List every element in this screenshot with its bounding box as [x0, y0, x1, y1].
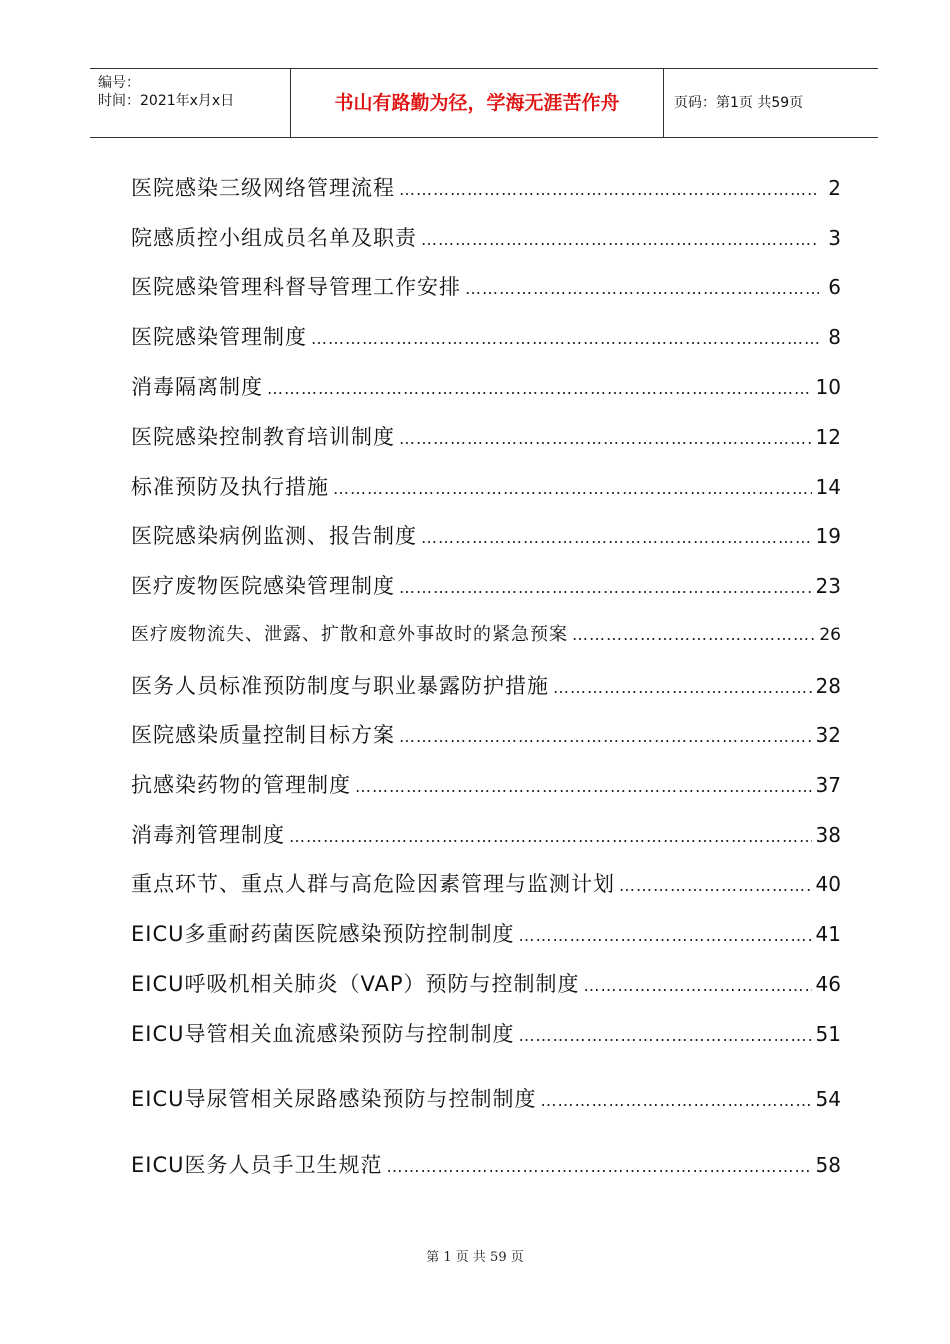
toc-leader-dots	[399, 429, 812, 448]
toc-leader-dots	[311, 329, 819, 348]
toc-entry-page: 14	[815, 475, 841, 499]
toc-entry-page: 51	[815, 1022, 841, 1046]
toc-entry-title: 医院感染质量控制目标方案	[131, 723, 395, 747]
header-motto-cell	[291, 69, 664, 137]
toc-leader-dots	[399, 727, 812, 746]
document-time-label: 时间：2021年x月x日	[98, 93, 235, 109]
toc-entry-title: 医院感染管理制度	[131, 325, 307, 349]
toc-leader-dots	[289, 827, 812, 846]
toc-leader-dots	[584, 976, 812, 995]
toc-entry-page: 19	[815, 524, 841, 548]
toc-leader-dots	[465, 279, 819, 298]
toc-entry[interactable]	[131, 421, 841, 451]
toc-leader-dots	[267, 379, 812, 398]
toc-entry[interactable]	[131, 520, 841, 550]
toc-entry-page: 28	[815, 674, 841, 698]
toc-entry-page: 54	[815, 1087, 841, 1111]
toc-leader-dots	[553, 678, 812, 697]
toc-entry-page: 32	[815, 723, 841, 747]
toc-leader-dots	[421, 230, 819, 249]
toc-leader-dots	[421, 528, 812, 547]
toc-entry-page: 40	[815, 872, 841, 896]
toc-entry[interactable]	[131, 471, 841, 501]
toc-entry[interactable]	[131, 172, 841, 202]
document-number-label: 编号：	[98, 75, 140, 91]
toc-entry-page: 37	[815, 773, 841, 797]
toc-entry[interactable]	[131, 670, 841, 700]
header-page-cell	[664, 69, 878, 137]
toc-leader-dots	[619, 876, 812, 895]
toc-entry[interactable]	[131, 769, 841, 799]
toc-entry[interactable]	[131, 570, 841, 600]
toc-entry[interactable]	[131, 371, 841, 401]
toc-entry-title: 医院感染三级网络管理流程	[131, 176, 395, 200]
toc-entry-title: EICU多重耐药菌医院感染预防控制制度	[131, 922, 515, 946]
toc-entry[interactable]	[131, 918, 841, 948]
toc-leader-dots	[387, 1157, 812, 1176]
toc-entry[interactable]	[131, 1083, 841, 1113]
toc-entry-page: 3	[828, 226, 841, 250]
toc-entry-title: 医院感染管理科督导管理工作安排	[131, 275, 461, 299]
toc-leader-dots	[541, 1091, 812, 1110]
toc-entry-page: 2	[828, 176, 841, 200]
toc-entry[interactable]	[131, 321, 841, 351]
toc-entry-title: 消毒剂管理制度	[131, 823, 285, 847]
page-header	[90, 68, 878, 138]
toc-entry-page: 26	[819, 625, 841, 645]
page-footer: 第 1 页 共 59 页	[426, 1250, 524, 1265]
toc-entry-page: 46	[815, 972, 841, 996]
header-info-cell	[90, 69, 291, 137]
toc-entry-title: 重点环节、重点人群与高危险因素管理与监测计划	[131, 872, 615, 896]
toc-entry[interactable]	[131, 620, 841, 650]
toc-entry-page: 6	[828, 275, 841, 299]
toc-entry-page: 58	[815, 1153, 841, 1177]
toc-entry-title: 医院感染病例监测、报告制度	[131, 524, 417, 548]
toc-entry-page: 8	[828, 325, 841, 349]
toc-leader-dots	[519, 1026, 812, 1045]
toc-entry[interactable]	[131, 719, 841, 749]
toc-entry-title: EICU导尿管相关尿路感染预防与控制制度	[131, 1087, 537, 1111]
toc-entry[interactable]	[131, 868, 841, 898]
toc-leader-dots	[572, 625, 815, 644]
header-page-number: 页码：第1页 共59页	[674, 95, 804, 111]
toc-entry-title: EICU医务人员手卫生规范	[131, 1153, 383, 1177]
toc-leader-dots	[519, 926, 812, 945]
toc-entry-title: 消毒隔离制度	[131, 375, 263, 399]
toc-entry-title: EICU导管相关血流感染预防与控制制度	[131, 1022, 515, 1046]
toc-entry-title: 医院感染控制教育培训制度	[131, 425, 395, 449]
toc-entry[interactable]	[131, 1018, 841, 1048]
toc-leader-dots	[399, 578, 812, 597]
toc-entry-page: 38	[815, 823, 841, 847]
toc-leader-dots	[399, 180, 819, 199]
toc-entry-title: 院感质控小组成员名单及职责	[131, 226, 417, 250]
toc-entry-title: 抗感染药物的管理制度	[131, 773, 351, 797]
toc-entry[interactable]	[131, 819, 841, 849]
toc-entry[interactable]	[131, 271, 841, 301]
toc-entry[interactable]	[131, 1149, 841, 1179]
toc-entry-title: EICU呼吸机相关肺炎（VAP）预防与控制制度	[131, 972, 580, 996]
toc-entry-title: 医疗废物医院感染管理制度	[131, 574, 395, 598]
header-motto: 书山有路勤为径，学海无涯苦作舟	[334, 92, 620, 114]
toc-leader-dots	[355, 777, 812, 796]
toc-entry-title: 标准预防及执行措施	[131, 475, 329, 499]
toc-entry-title: 医务人员标准预防制度与职业暴露防护措施	[131, 674, 549, 698]
toc-entry[interactable]	[131, 222, 841, 252]
toc-entry-page: 12	[815, 425, 841, 449]
toc-entry-title: 医疗废物流失、泄露、扩散和意外事故时的紧急预案	[131, 624, 568, 645]
toc-leader-dots	[333, 479, 812, 498]
toc-entry-page: 10	[815, 375, 841, 399]
toc-entry[interactable]	[131, 968, 841, 998]
toc-entry-page: 23	[815, 574, 841, 598]
toc-entry-page: 41	[815, 922, 841, 946]
